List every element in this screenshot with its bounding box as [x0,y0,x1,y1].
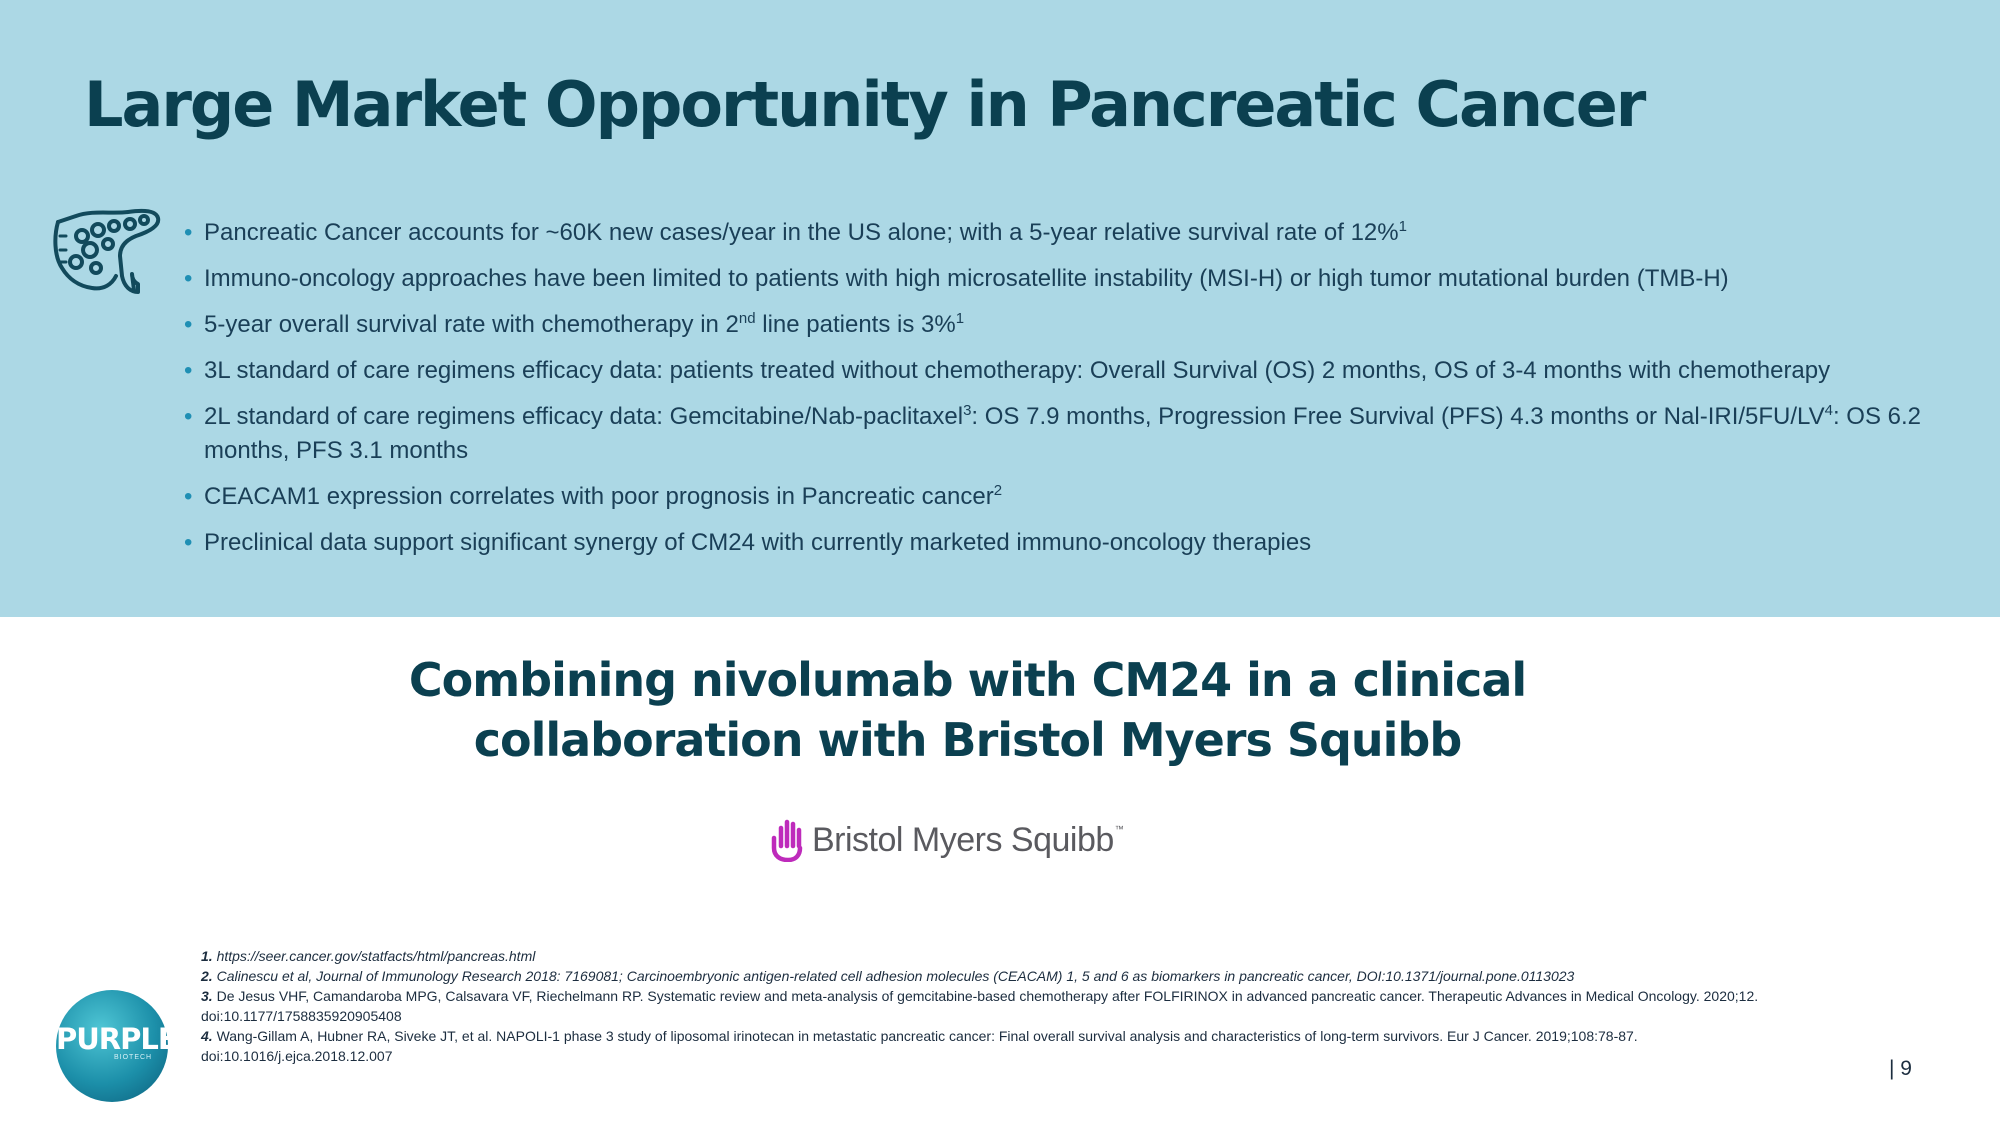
trademark-mark: ™ [1114,824,1124,834]
pancreas-icon [52,206,162,298]
footnotes [201,946,1901,1066]
bullet-item: • CEACAM1 expression correlates with poor prognosis in Pancreatic cancer$^2$ [184,480,1984,514]
bullet-list [184,216,1984,572]
collaboration-heading: Combining nivolumab with CM24 in a clinical collaboration with Bristol Myers Squibb [408,653,1527,767]
bms-logo [770,816,1124,864]
bullet-item: • 3L standard of care regimens efficacy data: patients treated without chemotherapy: Overall Survival (OS) 2 months, OS of 3-4 months with chemotherapy [184,354,1984,388]
bullet-item: • Immuno-oncology approaches have been limited to patients with high microsatellite instability (MSI-H) or high tumor mutational burden (TMB-H) [184,262,1984,296]
bms-wordmark: Bristol Myers Squibb [812,820,1114,859]
bullet-item: • Preclinical data support significant synergy of CM24 with currently marketed immuno-oncology therapies [184,526,1984,560]
footnote: 3. De Jesus VHF, Camandaroba MPG, Calsavara VF, Riechelmann RP. Systematic review and meta-analysis of gemcitabine-based chemotherapy after FOLFIRINOX in advanced pancreatic cancer. Therapeutic Advances in Medical Oncology. 2020;12. doi:10.1177/1758835920905408 [201,988,1759,1024]
footnote: 2. Calinescu et al, Journal of Immunology Research 2018: 7169081; Carcinoembryonic antigen-related cell adhesion molecules (CEACAM) 1, 5 and 6 as biomarkers in pancreatic cancer, DOI:10.1371/journal.pone.0113023 [201,968,1575,984]
bms-hand-icon [770,818,804,862]
footnote: 1. https://seer.cancer.gov/statfacts/html/pancreas.html [201,948,536,964]
bullet-item: • 5-year overall survival rate with chemotherapy in 2nd line patients is 3%$^1$ [184,308,1984,342]
footnote: 4. Wang-Gillam A, Hubner RA, Siveke JT, et al. NAPOLI-1 phase 3 study of liposomal irinotecan in metastatic pancreatic cancer: Final overall survival analysis and characteristics of long-term survivors. Eur J Cancer. 2019;108:78-87. doi:10.1016/j.ejca.2018.12.007 [201,1028,1638,1064]
logo-wordmark: PURPLE [56,1022,177,1056]
page-number: | 9 [1889,1057,1912,1080]
bullet-item: • Pancreatic Cancer accounts for ~60K new cases/year in the US alone; with a 5-year relative survival rate of 12%$^1$ [184,216,1984,250]
slide-title: Large Market Opportunity in Pancreatic Cancer [84,68,1645,141]
logo-subtext: BIOTECH [114,1054,153,1061]
purple-biotech-logo [56,990,177,1102]
bullet-item: • 2L standard of care regimens efficacy data: Gemcitabine/Nab-paclitaxel$^3$: OS 7.9 months, Progression Free Survival (PFS) 4.3 months or Nal-$IRI/5FU/LV^4$: OS 6.2 months, PFS 3.1 months [184,400,1984,468]
